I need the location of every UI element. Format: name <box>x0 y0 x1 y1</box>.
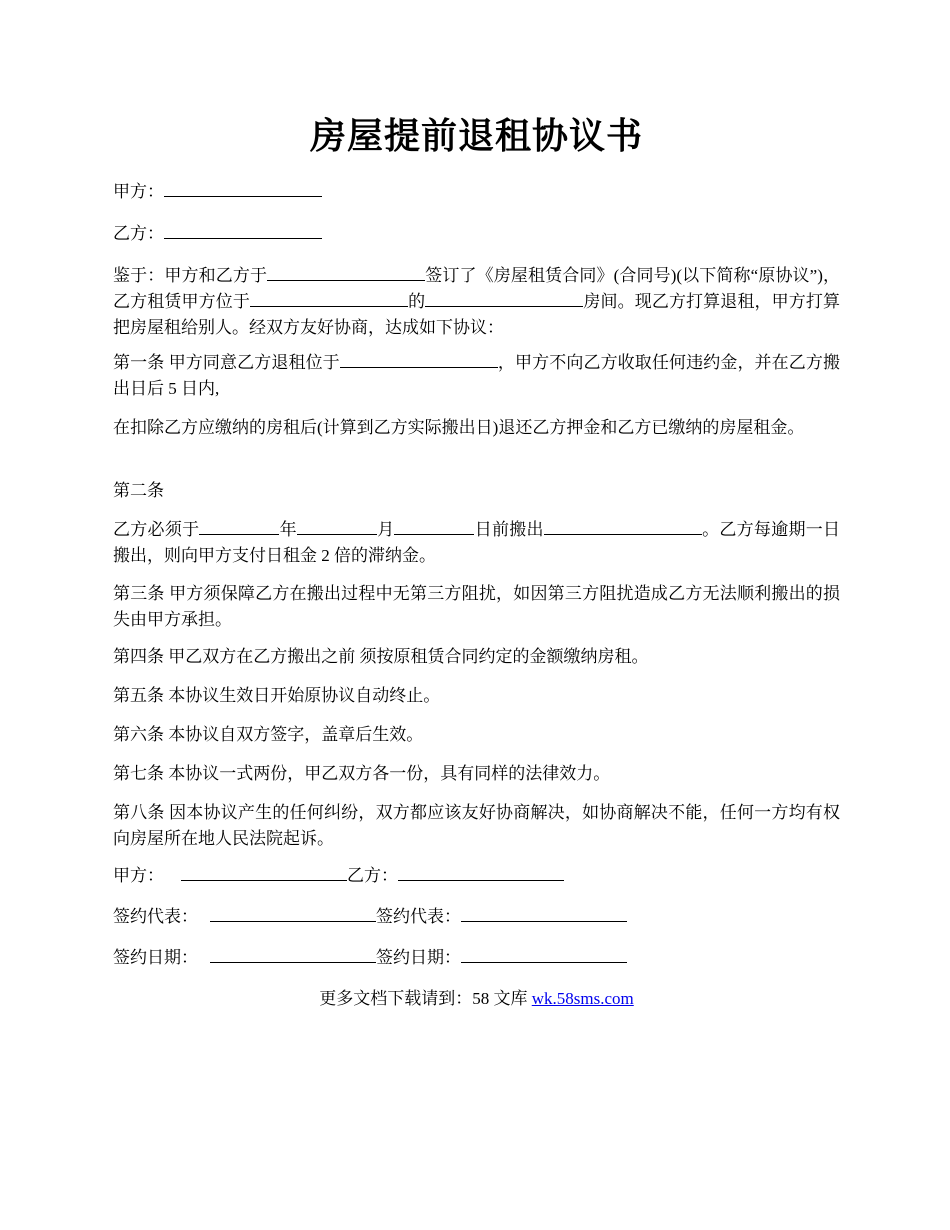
article-2-text-3: 。乙方每逾期一日搬出，则向甲方支付日租金 2 倍的滞纳金。 <box>113 520 841 565</box>
signature-date-a-blank <box>210 946 376 963</box>
year-label: 年 <box>279 520 297 539</box>
article-5: 第五条 本协议生效日开始原协议自动终止。 <box>113 686 441 705</box>
article-1-text-2: ，甲方不向乙方收取任何违约金，并在乙方搬出日后 5 日内, <box>113 353 841 398</box>
article-1 <box>113 350 840 402</box>
signature-date-b-blank <box>461 946 627 963</box>
signature-date-line <box>113 945 840 971</box>
footer-link[interactable]: wk.58sms.com <box>531 989 634 1008</box>
signature-rep-a-label: 签约代表： <box>113 907 198 926</box>
article-1-continued: 在扣除乙方应缴纳的房租后(计算到乙方实际搬出日)退还乙方押金和乙方已缴纳的房屋租金。 <box>113 418 805 437</box>
signature-party-b-label: 乙方： <box>347 866 398 885</box>
month-label: 月 <box>376 520 395 539</box>
party-a-label: 甲方： <box>113 182 164 201</box>
move-out-blank <box>544 518 702 535</box>
signature-rep-b-label: 签约代表： <box>376 907 461 926</box>
sign-date-blank <box>267 264 425 281</box>
document-title: 房屋提前退租协议书 <box>309 116 643 156</box>
article-6: 第六条 本协议自双方签字，盖章后生效。 <box>113 725 424 744</box>
article-1-location-blank <box>340 351 498 368</box>
article-7: 第七条 本协议一式两份，甲乙双方各一份，具有同样的法律效力。 <box>113 764 611 783</box>
footer-text: 更多文档下载请到：58 文库 <box>319 989 532 1008</box>
party-b-blank <box>164 222 322 239</box>
footer-note <box>113 986 840 1012</box>
signature-parties-line <box>113 863 840 889</box>
signature-rep-a-blank <box>210 905 376 922</box>
article-2-heading: 第二条 <box>113 481 164 500</box>
signature-party-a-blank <box>181 864 347 881</box>
party-a-blank <box>164 180 322 197</box>
party-b-line <box>113 221 840 247</box>
day-blank <box>394 518 474 535</box>
party-b-label: 乙方： <box>113 224 164 243</box>
year-blank <box>199 518 279 535</box>
article-2-text-1: 乙方必须于 <box>113 520 200 539</box>
article-4: 第四条 甲乙双方在乙方搬出之前 须按原租赁合同约定的金额缴纳房租。 <box>113 647 649 666</box>
signature-party-b-blank <box>398 864 564 881</box>
signature-date-b-label: 签约日期： <box>376 948 461 967</box>
recital-text-4: 房间。现乙方打算退租，甲方打算把房屋租给别人。经双方友好协商，达成如下协议： <box>113 292 841 337</box>
signature-date-a-label: 签约日期： <box>113 948 198 967</box>
property-location-blank <box>250 290 408 307</box>
article-1-text-1: 第一条 甲方同意乙方退租位于 <box>113 353 340 372</box>
party-a-line <box>113 179 840 205</box>
signature-rep-b-blank <box>461 905 627 922</box>
recital-text-1: 鉴于：甲方和乙方于 <box>113 266 268 285</box>
recital-text-2: 签订了《房屋租赁合同》(合同号)(以下简称“原协议”)，乙方租赁甲方位于 <box>113 266 841 311</box>
article-8: 第八条 因本协议产生的任何纠纷，双方都应该友好协商解决，如协商解决不能，任何一方均有权向房屋所在地人民法院起诉。 <box>113 803 840 848</box>
article-2 <box>113 517 840 569</box>
signature-rep-line <box>113 904 840 930</box>
signature-party-a-label: 甲方： <box>113 866 164 885</box>
article-3: 第三条 甲方须保障乙方在搬出过程中无第三方阻扰，如因第三方阻扰造成乙方无法顺利搬出的损失由甲方承担。 <box>113 584 840 629</box>
recital-text-3: 的 <box>407 292 426 311</box>
recital-paragraph <box>113 263 840 341</box>
month-blank <box>297 518 377 535</box>
article-2-text-2: 日前搬出 <box>474 520 544 539</box>
room-blank <box>425 290 583 307</box>
